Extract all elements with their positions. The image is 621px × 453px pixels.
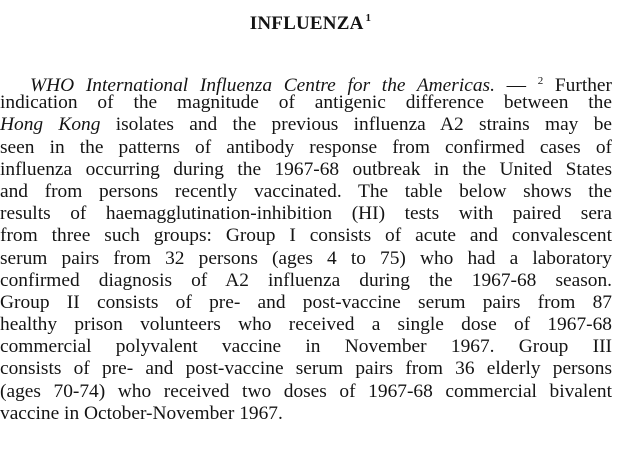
paragraph-line: influenza occurring during the 1967-68 outbreak in the United States: [0, 158, 612, 180]
section-title-text: INFLUENZA: [249, 13, 364, 34]
paragraph-line: and from persons recently vaccinated. The table below shows the: [0, 180, 612, 202]
section-title: [0, 12, 621, 35]
paragraph-line: [0, 114, 612, 136]
line-text: Further: [543, 75, 612, 96]
paragraph-line: consists of pre- and post-vaccine serum pairs from 36 elderly persons: [0, 358, 612, 380]
line-text: isolates and the previous influenza A2 strains may be: [100, 114, 612, 136]
paragraph-line: from three such groups: Group I consists of acute and convalescent: [0, 225, 612, 247]
body-paragraph: [0, 70, 612, 425]
paragraph-line: [0, 70, 612, 96]
paragraph-line: indication of the magnitude of antigenic difference between the: [0, 92, 612, 114]
em-dash: —: [494, 75, 538, 96]
paragraph-line: seen in the patterns of antibody response from confirmed cases of: [0, 136, 612, 158]
paragraph-line: healthy prison volunteers who received a single dose of 1967-68: [0, 314, 612, 336]
paragraph-line: (ages 70-74) who received two doses of 1967-68 commercial bivalent: [0, 380, 612, 402]
paragraph-line: confirmed diagnosis of A2 influenza during the 1967-68 season.: [0, 269, 612, 291]
paragraph-line: Group II consists of pre- and post-vaccine serum pairs from 87: [0, 291, 612, 313]
paragraph-line: vaccine in October-November 1967.: [0, 402, 283, 424]
paragraph-footnote-mark: 2: [537, 75, 544, 87]
paragraph-line: serum pairs from 32 persons (ages 4 to 75) who had a laboratory: [0, 247, 612, 269]
title-footnote-mark: 1: [365, 12, 372, 24]
hong-kong-italic: Hong Kong: [0, 114, 101, 136]
centre-name: WHO International Influenza Centre for the Americas.: [30, 75, 495, 96]
paragraph-line: commercial polyvalent vaccine in November 1967. Group III: [0, 336, 612, 358]
paragraph-line: results of haemagglutination-inhibition (HI) tests with paired sera: [0, 203, 612, 225]
